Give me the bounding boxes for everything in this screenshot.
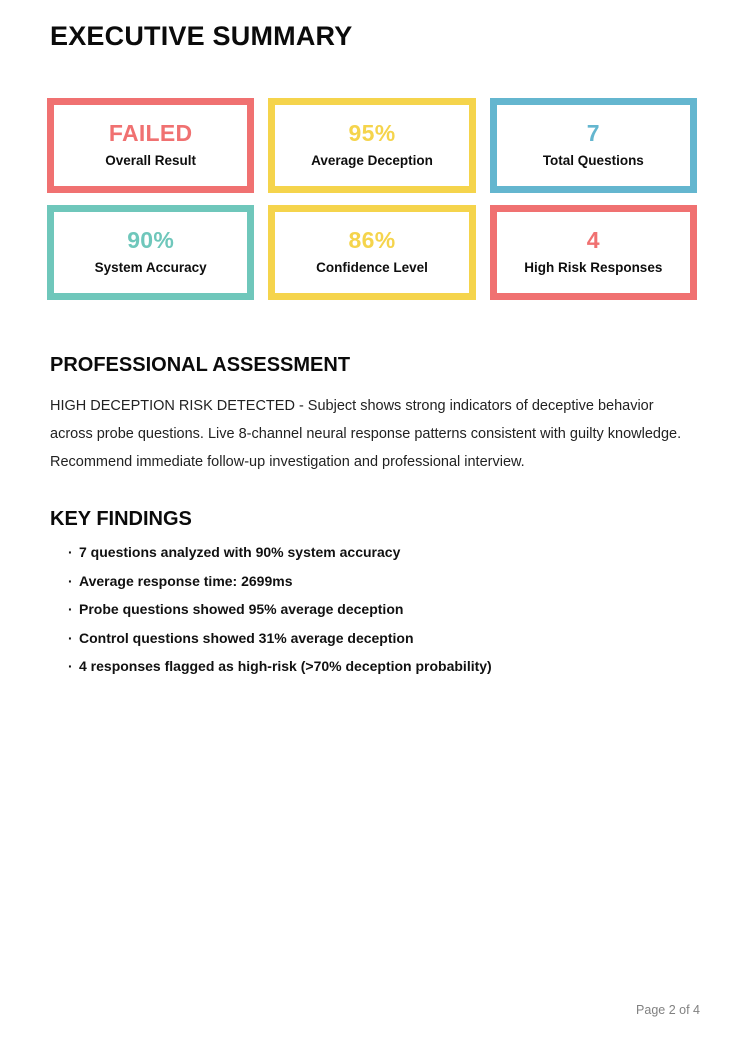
key-finding-item: · Probe questions showed 95% average deception	[68, 602, 697, 616]
stat-card-confidence-level	[268, 205, 475, 300]
stat-value: FAILED	[108, 120, 193, 147]
stat-label: Total Questions	[542, 153, 644, 169]
professional-assessment-heading: PROFESSIONAL ASSESSMENT	[50, 354, 351, 377]
stat-value: 7	[586, 120, 600, 147]
page-number: Page 2 of 4	[636, 1003, 700, 1017]
stat-label: High Risk Responses	[524, 260, 663, 276]
stat-value: 4	[586, 227, 600, 254]
key-finding-item: · 4 responses flagged as high-risk (>70% deception probability)	[68, 659, 697, 673]
stat-card-system-accuracy	[47, 205, 254, 300]
stat-label: Overall Result	[105, 153, 197, 169]
stat-card-total-questions	[490, 98, 697, 193]
stat-card-average-deception	[268, 98, 475, 193]
stat-value: 90%	[127, 227, 175, 254]
key-findings-list	[47, 545, 697, 673]
stat-card-high-risk-responses	[490, 205, 697, 300]
stat-label: Average Deception	[311, 153, 433, 169]
key-finding-item: · 7 questions analyzed with 90% system accuracy	[68, 545, 697, 559]
stat-value: 86%	[348, 227, 396, 254]
key-finding-item: · Average response time: 2699ms	[68, 574, 697, 588]
key-finding-item: · Control questions showed 31% average deception	[68, 631, 697, 645]
professional-assessment-body: HIGH DECEPTION RISK DETECTED - Subject shows strong indicators of deceptive behavior across probe questions. Live 8-channel neural response patterns consistent with guilty knowledge. Recommend immediate follow-up investigation and professional interview.	[50, 398, 682, 471]
stat-cards-grid	[47, 98, 697, 300]
key-findings-heading: KEY FINDINGS	[50, 508, 192, 531]
stat-value: 95%	[348, 120, 396, 147]
stat-label: Confidence Level	[316, 260, 428, 276]
page-title: EXECUTIVE SUMMARY	[50, 21, 353, 51]
stat-label: System Accuracy	[94, 260, 207, 276]
stat-card-overall-result	[47, 98, 254, 193]
